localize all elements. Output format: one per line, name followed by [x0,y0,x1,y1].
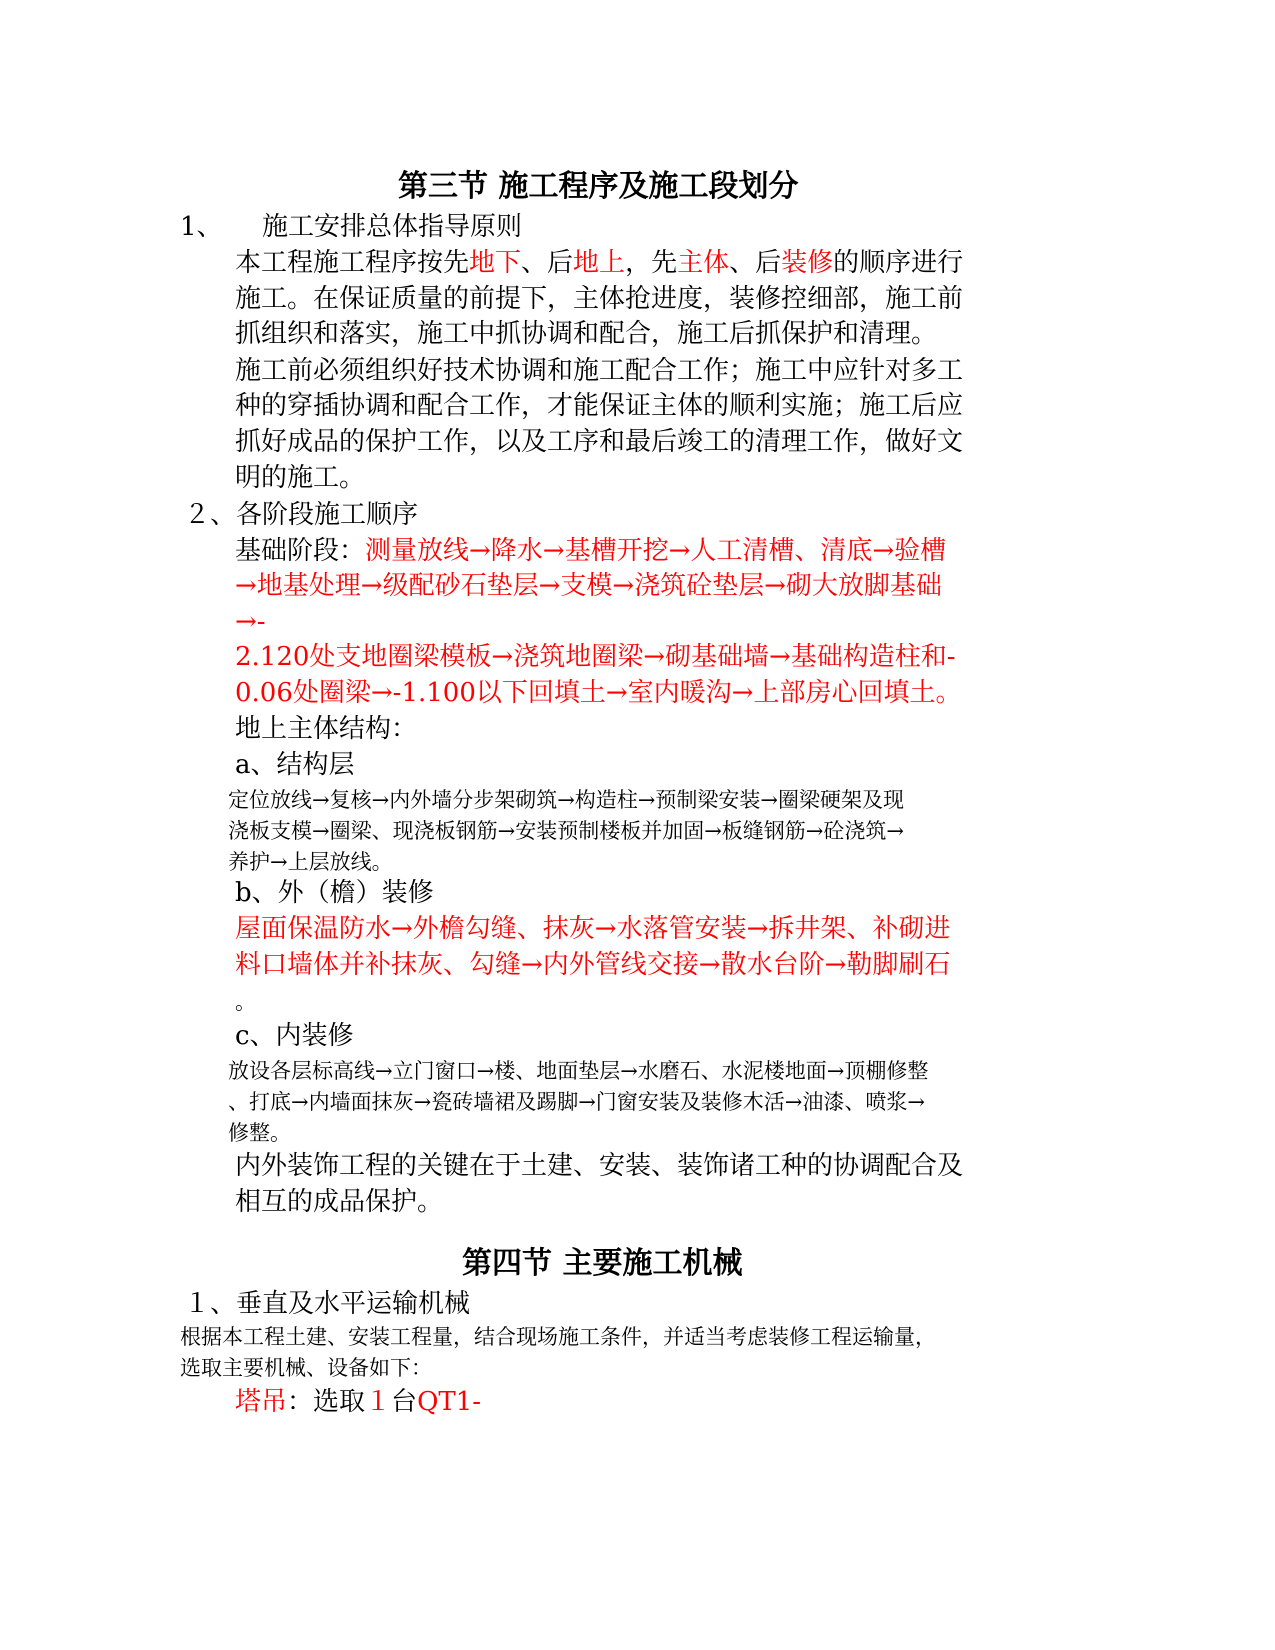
emphasis-main-structure: 主体 [677,248,730,278]
interior-decoration-line: 、打底→内墙面抹灰→瓷砖墙裙及踢脚→门窗安装及装修木活→油漆、喷浆→ [228,1090,925,1114]
exterior-decoration-heading: b、外（檐）装修 [235,878,434,908]
paragraph1-line3: 抓组织和落实，施工中抓协调和配合，施工后抓保护和清理。 [235,319,938,349]
closing-line: 相互的成品保护。 [235,1187,444,1217]
interior-decoration-heading: c、内装修 [235,1021,354,1051]
emphasis-aboveground: 地上 [573,248,626,278]
foundation-sequence: 测量放线→降水→基槽开挖→人工清槽、清底→验槽 [365,536,947,566]
foundation-line1 [235,537,946,567]
text-run: ：选取 [287,1387,366,1417]
crane-count: １ [365,1387,392,1417]
text-run: 台 [391,1387,418,1417]
exterior-decoration-line: 。 [235,990,256,1014]
text-run: 本工程施工程序按先 [235,248,470,278]
structure-layer-line: 浇板支模→圈梁、现浇板钢筋→安装预制楼板并加固→板缝钢筋→砼浇筑→ [228,819,904,843]
foundation-sequence-line: 2.120处支地圈梁模板→浇筑地圈梁→砌基础墙→基础构造柱和- [235,642,956,672]
paragraph2-line: 施工前必须组织好技术协调和施工配合工作；施工中应针对多工 [235,356,964,386]
foundation-sequence-line: →地基处理→级配砂石垫层→支模→浇筑砼垫层→砌大放脚基础 [235,571,942,601]
superstructure-label: 地上主体结构： [235,714,418,744]
paragraph2-line: 抓好成品的保护工作，以及工序和最后竣工的清理工作，做好文 [235,427,964,457]
transport-heading: １、垂直及水平运输机械 [184,1289,471,1319]
item1-number: 1、 [180,212,223,242]
structure-layer-line: 养护→上层放线。 [228,850,393,874]
crane-label: 塔吊 [235,1387,288,1417]
text-run: ，先 [625,248,678,278]
foundation-sequence-line: 0.06处圈梁→-1.100以下回填土→室内暖沟→上部房心回填土。 [235,678,962,708]
emphasis-decoration: 装修 [781,248,834,278]
paragraph1-line1 [235,249,963,279]
text-run: 、后 [729,248,782,278]
paragraph2-line: 种的穿插协调和配合工作，才能保证主体的顺利实施；施工后应 [235,391,964,421]
crane-model: QT1- [417,1387,482,1417]
structure-layer-heading: a、结构层 [235,750,355,780]
interior-decoration-line: 修整。 [228,1121,291,1145]
transport-line: 根据本工程土建、安装工程量，结合现场施工条件，并适当考虑装修工程运输量， [180,1325,936,1349]
item1-heading: 施工安排总体指导原则 [262,212,523,242]
closing-line: 内外装饰工程的关键在于土建、安装、装饰诸工种的协调配合及 [235,1151,964,1181]
interior-decoration-line: 放设各层标高线→立门窗口→楼、地面垫层→水磨石、水泥楼地面→顶棚修整 [228,1059,929,1083]
paragraph1-line2: 施工。在保证质量的前提下，主体抢进度，装修控细部，施工前 [235,284,964,314]
item2-heading: ２、各阶段施工顺序 [184,500,419,530]
section4-title: 第四节 主要施工机械 [462,1246,743,1281]
paragraph2-line: 明的施工。 [235,463,366,493]
foundation-sequence-line: →- [235,607,266,637]
structure-layer-line: 定位放线→复核→内外墙分步架砌筑→构造柱→预制梁安装→圈梁硬架及现 [228,788,904,812]
emphasis-underground: 地下 [469,248,522,278]
text-run: 的顺序进行 [833,248,964,278]
transport-line: 选取主要机械、设备如下： [180,1356,432,1380]
crane-line [235,1388,481,1418]
text-run: 、后 [521,248,574,278]
section3-title: 第三节 施工程序及施工段划分 [398,169,799,204]
foundation-label: 基础阶段： [235,536,366,566]
exterior-decoration-line: 屋面保温防水→外檐勾缝、抹灰→水落管安装→拆井架、补砌进 [235,914,951,944]
exterior-decoration-line: 料口墙体并补抹灰、勾缝→内外管线交接→散水台阶→勒脚刷石 [235,950,951,980]
